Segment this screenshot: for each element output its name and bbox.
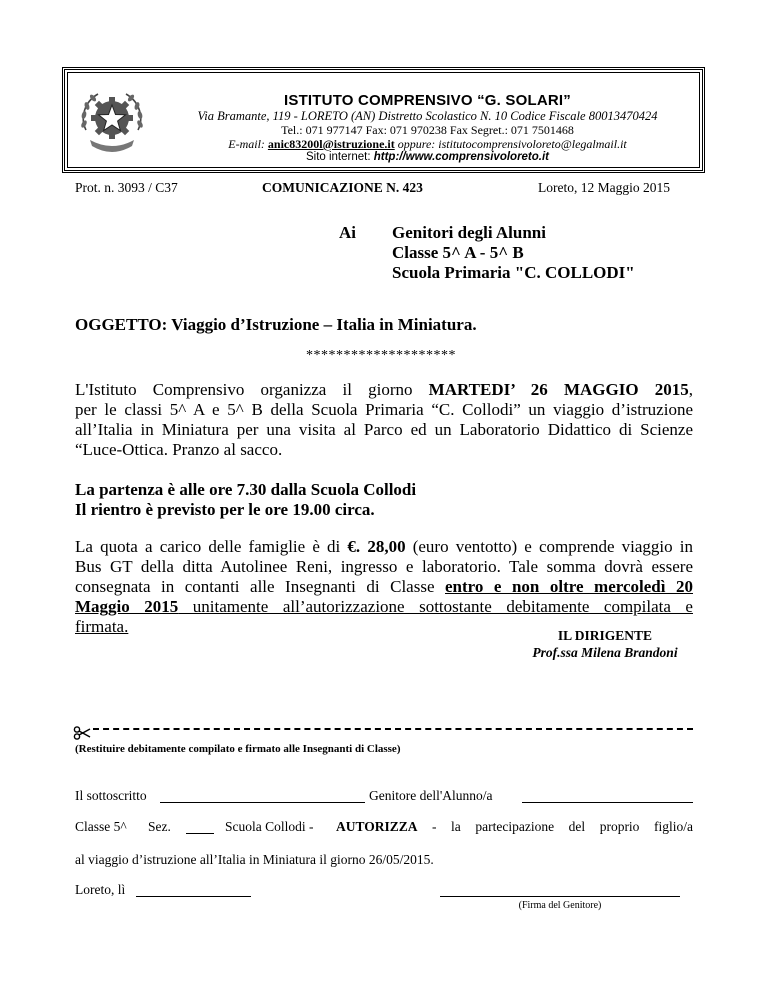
parent-signature-field[interactable] (440, 896, 680, 897)
fee-line-1 (75, 537, 693, 557)
site-label: Sito internet: (305, 151, 374, 163)
deadline-part-2: Maggio 2015 (75, 597, 179, 616)
fee-description: (euro ventotto) e comprende viaggio in (405, 537, 694, 556)
fee-line-2: Bus GT della ditta Autolinee Reni, ingresso e laboratorio. Tale somma dovrà essere (75, 557, 693, 576)
school-website-line (150, 151, 705, 163)
intro-line-1 (75, 380, 693, 400)
fee-amount: €. 28,00 (347, 537, 406, 556)
undersigned-name-field[interactable] (160, 802, 365, 803)
letter-date: Loreto, 12 Maggio 2015 (538, 180, 670, 195)
form-school-label: Scuola Collodi - (225, 819, 314, 834)
subject-line: OGGETTO: Viaggio d’Istruzione – Italia in Miniatura. (75, 315, 477, 334)
form-place-label: Loreto, lì (75, 882, 126, 897)
recipient-line-2: Classe 5^ A - 5^ B (392, 243, 524, 262)
separator-stars: ******************** (306, 348, 456, 363)
italian-republic-emblem-icon (72, 80, 152, 160)
date-field[interactable] (136, 896, 251, 897)
intro-line-2: per le classi 5^ A e 5^ B della Scuola Primaria “C. Collodi” un viaggio d’istruzione (75, 400, 693, 419)
form-participation-text: - la partecipazione del proprio figlio/a (432, 819, 693, 834)
return-note: (Restituire debitamente compilato e firmato alle Insegnanti di Classe) (75, 743, 401, 755)
school-address: Via Bramante, 119 - LORETO (AN) Distretto Scolastico N. 10 Codice Fiscale 80013470424 (197, 109, 658, 123)
intro-line-4: “Luce-Ottica. Pranzo al sacco. (75, 440, 283, 459)
cut-line (93, 728, 693, 730)
school-phone-fax: Tel.: 071 977147 Fax: 071 970238 Fax Segret.: 071 7501468 (281, 123, 574, 137)
form-student-label: Genitore dell'Alunno/a (369, 788, 493, 803)
fee-line-4 (75, 597, 693, 617)
intro-comma: , (688, 380, 693, 399)
email-or: oppure: (394, 137, 439, 151)
fee-delivery-text: consegnata in contanti alle Insegnanti di Classe (75, 577, 445, 596)
signature-title: IL DIRIGENTE (557, 628, 653, 643)
form-section-label: Sez. (148, 819, 171, 834)
recipient-label: Ai (339, 223, 356, 242)
intro-line-3: all’Italia in Miniatura per una visita al Parco ed un Laboratorio Didattico di Scienze (75, 420, 693, 439)
signature-caption: (Firma del Genitore) (518, 900, 602, 911)
form-trip-statement: al viaggio d’istruzione all’Italia in Miniatura il giorno 26/05/2015. (75, 852, 434, 867)
school-name: ISTITUTO COMPRENSIVO “G. SOLARI” (284, 92, 571, 109)
scissors-icon (73, 726, 91, 740)
form-undersigned-label: Il sottoscritto (75, 788, 147, 803)
return-info: Il rientro è previsto per le ore 19.00 circa. (75, 500, 375, 519)
section-field[interactable] (186, 833, 214, 834)
departure-info: La partenza è alle ore 7.30 dalla Scuola Collodi (75, 480, 417, 499)
recipient-line-3: Scuola Primaria "C. COLLODI" (392, 263, 635, 282)
fee-line-3 (75, 577, 693, 597)
trip-date: MARTEDI’ 26 MAGGIO 2015 (428, 380, 689, 399)
pec-email[interactable]: istitutocomprensivoloreto@legalmail.it (438, 137, 627, 151)
email-label: E-mail: (228, 137, 268, 151)
paragraph-intro (75, 380, 693, 460)
intro-text: L'Istituto Comprensivo organizza il giorno (75, 380, 429, 399)
form-class-label: Classe 5^ (75, 819, 127, 834)
fee-line-5: firmata. (75, 617, 129, 636)
communication-number: COMUNICAZIONE N. 423 (262, 180, 423, 195)
signature-name: Prof.ssa Milena Brandoni (532, 645, 678, 660)
protocol-number: Prot. n. 3093 / C37 (75, 180, 178, 195)
authorization-text: unitamente all’autorizzazione sottostante debitamente compilata e (178, 597, 693, 616)
website-link[interactable]: http://www.comprensivoloreto.it (373, 151, 550, 163)
school-email-line (150, 137, 705, 152)
student-name-field[interactable] (522, 802, 693, 803)
fee-text: La quota a carico delle famiglie è di (75, 537, 348, 556)
form-authorize-label: AUTORIZZA (336, 819, 418, 834)
paragraph-fee (75, 537, 693, 637)
deadline-part-1: entro e non oltre mercoledì 20 (445, 577, 693, 596)
email-link[interactable]: anic83200l@istruzione.it (267, 137, 395, 151)
recipient-line-1: Genitori degli Alunni (392, 223, 546, 242)
